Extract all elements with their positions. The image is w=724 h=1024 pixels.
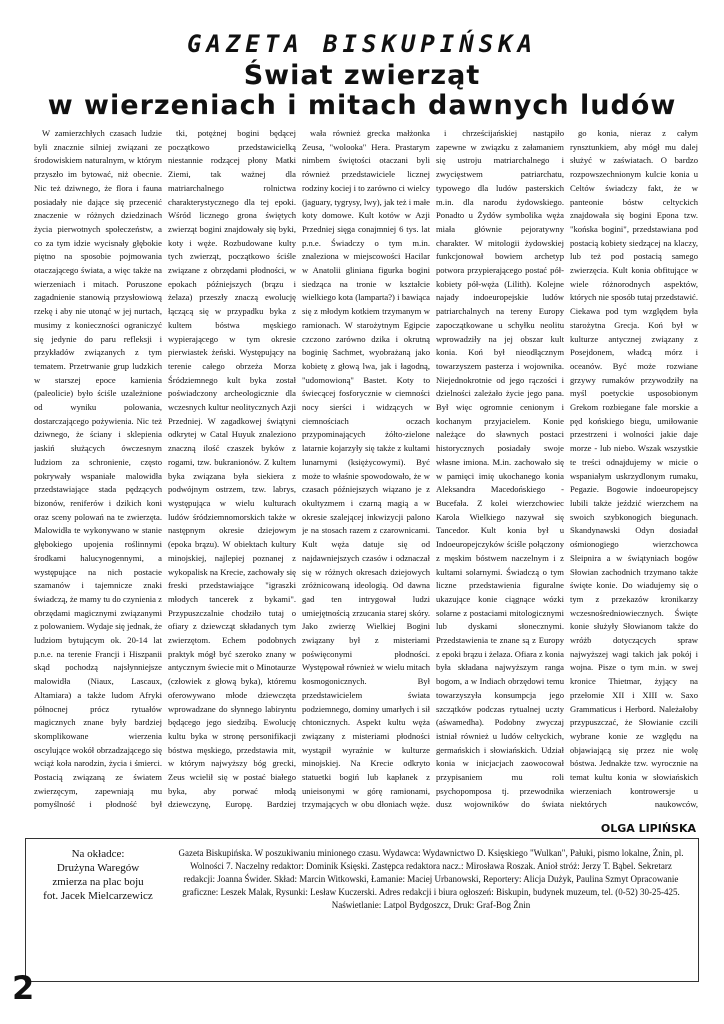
article-column-4	[436, 127, 564, 815]
column-text: tki, potężnej bogini będącej początkowo przedstawicielką niestannie rodzącej płony Matki Ziemi, tak ważnej dla matriarchalnego rolnictwa charakterystycznego dla tej epoki. Wśród licznego grona świętych zwierząt bogini znajdowały się byki, koty i węże. Rozbudowane kulty tych zwierząt, początkowo ściśle związane z obrzędami płodności, w epokach późniejszych (brązu i żelaza) przeszły znaczą ewolucję łączącą się w przypadku byka z kultem bóstwa męskiego wypierającego w tym okresie pierwiastek żeński. Występujący na terenie całego obrzeża Morza Śródziemnego kult byka został poświadczony archeologicznie dla wczesnych kultur neolitycznych Azji Przedniej. W zagadkowej świątyni odkrytej w Catal Huyuk znaleziono znaczną ilość czaszek byków z rogami, tzw. bukranionów. Z kultem byka związana była siekiera z podwójnym ostrzem, tzw. labrys, występująca w wielu kulturach ludów śródziemnomorskich także w następnym okresie dziejowym (epoka brązu). W obiektach kultury minojskiej, najlepiej poznanej z wykopalisk na Krecie, zachowały się freski przedstawiające "igraszki młodych tancerek z bykami". Przypuszczalnie chodziło tutaj o ofiary z dziewcząt składanych tym zwierzętom. Echem podobnych praktyk mógł być szeroko znany w antycznym świecie mit o Minotaurze (człowiek z głową byka), któremu oferowywano młode dziewczęta wprowadzane do słynnego labiryntu będącego jego siedzibą. Ewolucję kultu byka w stronę personifikacji bóstwa męskiego, przedstawia mit, w którym najwyższy bóg grecki, Zeus wcielił się w postać białego byka, aby porwać młodą dziewczynę, Europę. Bardziej	[168, 128, 296, 810]
column-text: wała również grecka małżonka Zeusa, "wolooka" Hera. Prastarym nimbem świętości otaczani byli również przedstawiciele licznej rodziny kociej i to zarówno ci wielcy (jaguary, tygrysy, lwy), jak też i małe koty domowe. Kult kotów w Azji Przedniej sięga conajmniej 6 tys. lat p.n.e. Świadczy o tym m.in. znaleziona w miejscowości Hacilar w Anatolii gliniana figurka bogini siedząca na tronie w kształcie wielkiego kota (lamparta?) i bawiąca się z młodym kotkiem trzymanym w ramionach. W starożytnym Egipcie czczono zarówno dzika i okrutną boginię Sachmet, wyobrażaną jako kobietę z głową lwa, jak i łagodną, "udomowioną" Bastet. Koty to świecącej fosforycznie w ciemności nocy sierści i widzących w ciemnościach oczach przypominających żółto-zielone latarnie kojarzyły się także z kultami lunarnymi (księżycowymi). Być może to właśnie spowodowało, że w czasach późniejszych wiązano je z okultyzmem i czarną magią a w okresie szalejącej inkwizycji palono je na stosach razem z czarownicami. Kult węża datuje się od najdawniejszych czasów i odznaczał się w różnych okresach dziejowych zróżnicowaną ideologią. Od dawna gad ten intrygował ludzi umiejętnością zrzucania starej skóry. Jako zwierzę Wielkiej Bogini związany był z misteriami poświęconymi płodności. Występował również w wielu mitach kosmogonicznych. Był przedstawicielem świata podziemnego, dominy umarłych i sił chtonicznych. Aspekt kultu węża związany z misteriami płodności wystąpił wyraźnie w kulturze minojskiej. Na Krecie odkryto statuetki bogiń lub kapłanek z unieisonymi w górę ramionami, trzymających w obu dłoniach węże.	[302, 128, 430, 810]
column-text: i chrześcijańskiej nastąpiło zapewne w związku z załamaniem się ustroju matriarchalnego i zwycięstwem patriarchatu, typowego dla ludów pasterskich m.in. dla narodu żydowskiego. Ponadto u Żydów symbolika węża miała głównie pejoratywny charakter. W mitologii żydowskiej funkcjonował bowiem archetyp potwora przypierającego postać pół-kobiety pół-węża (Lilith). Kolejne najady indoeuropejskie ludów patriarchalnych na tereny Europy zapoczątkowane u schyłku neolitu wprowadziły na jej obszar kult konia. Koń był nieodłącznym towarzyszem pasterza i wojownika. Niejednokrotnie od jego rączości i dzielności zależało życie jego pana. Był więc ogromnie cenionym i kochanym przyjacielem. Konie należące do sławnych postaci historycznych posiadały swoje własne imiona. M.in. zachowało się w pamięci imię ukochanego konia Aleksandra Macedońskiego - Bucefała. Z kolei wierzchowiec Karola Wielkiego nazywał się Tancedor. Kult konia był u Indoeuropejczyków ściśle połączony z męskim bóstwem naczelnym i z kultami solarnymi. Świadczą o tym liczne przedstawienia figuralne ukazujące konie ciągnące wózki solarne z postaciami mitologicznymi lub dyskami słonecznymi. Przedstawienia te znane są z Europy z epoki brązu i żelaza. Ofiara z konia była składana najwyższym ranga bogom, a w Indiach obrzędowi temu towarzyszyła konsumpcja jego szczątków podczas rytualnej uczty (aśwamedha). Podobny zwyczaj istniał również u ludów celtyckich, germańskich i słowiańskich. Udział konia w inicjacjach zaowocował przypisaniem mu roli psychopomposa tj. przewodnika dusz wojowników do świata	[436, 128, 564, 810]
cover-note-line: fot. Jacek Mielcarzewicz	[43, 890, 153, 902]
column-text: W zamierzchłych czasach ludzie byli znacznie silniej związani ze środowiskiem naturalnym, w którym przyszło im bytować, niż obecnie. Nic też dziwnego, że flora i fauna posiadały nie dające się przecenić znaczenie w różnych dziedzinach życia pierwotnych społeczeństw, a co za tym idzie wycisnały głębokie piętno na sposobie pojmowania otaczającego świata, a więc także na wierzeniach i mitach. Poruszone zagadnienie stanowią przysłowiową rzekę i aby nie utonąć w jej nurtach, musimy z konieczności ograniczyć się jedynie do paru refleksji i przykładów związanych z tym tematem. Przetrwanie grup ludzkich w starszej epoce kamienia (paleolicie) było ściśle uzależnione od wyniku polowania, dostarczającego pożywienia. Nic też dziwnego, że ściany i sklepienia jaskiń służących ówczesnym ludziom za schronienie, często pokrywały wspaniałe malowidła przedstawiające stada pędzących bizonów, reniferów i dzikich koni oraz sceny polowań na te zwierzęta. Malowidła te wykonywano w stanie głębokiego upojenia roślinnymi środkami halucynogennymi, a występujące na nich postacie szamanów i tajemnicze znaki świadczą, że mamy tu do czynienia z obrzędami magicznymi związanymi z polowaniem. Wydaje się jednak, że ludziom bytującym ok. 20-14 lat p.n.e. na terenie Francji i Hiszpanii skąd pochodzą najsłynniejsze malowidła (Niaux, Lascaux, Altamiara) a także ludom Afryki północnej prócz rytuałów magicznych znane były bardziej skomplikowane wierzenia oscylujące wokół obrzadzającego się wciąż koła narodzin, życia i śmierci. Postacią związaną ze światem zwierzęcym, zapewniają mu pomyślność i płodność był	[34, 128, 162, 810]
cover-note	[34, 847, 162, 903]
article-column-1	[34, 127, 162, 815]
column-text: go konia, nieraz z całym rynsztunkiem, aby mógł mu dalej służyć w zaświatach. O bardzo rozpowszechnionym kulcie konia u Celtów świadczy fakt, że w panteonie bóstw celtyckich znajdowała się bogini Epona tzw. "końska bogini", przedstawiana pod postacią kobiety siedzącej na klaczy, lub też pod postacią samego zwierzęcia. Kult konia obfitujące w wiele różnorodnych aspektów, których nie sposób tutaj przedstawić. Ciekawa pod tym względem była starożytna Grecja. Koń był w kulturze antycznej związany z Posejdonem, władcą mórz i oceanów. Być może rozwiane grzywy rumaków przywodziły na myśl poetyckie usposobionym Grekom rozbiegane fale morskie a pęd końskiego biegu, umiłowanie przestrzeni i wolności jakie daje morze - lub niebo. Wszak wszystkie te treści odnajdujemy w micie o wspaniałym uskrzydlonym rumaku, Pegazie. Bogowie indoeuropejscy lubili także jeździć wierzchem na swoich szybkonogich biegunach. Skandynawski Odyn dosiadał ośmionogiego wierzchowca Sleipnira a w świątyniach bogów Słowian zachodnich trzymano także święte konie. Do wiadujemy się o tym z przekazów kronikarzy wczesnośredniowiecznych. Święte konie służyły Słowianom także do wróżb dotyczących spraw najwyższej wagi takich jak pokój i wojna. Pisze o tym m.in. w swej kronice Thietmar, żyjący na przełomie XII i XIII w. Saxo Grammaticus i Herbord. Należałoby przypuszczać, że Słowianie czcili wybrane konie ze względu na objawiającą się przez nie wolę bóstwa. Jednakże tzw. wyrocznie na temat kultu konia w słowiańskich wierzeniach kontrowersje u niektórych naukowców,	[570, 128, 698, 810]
article-title-line2: w wierzeniach i mitach dawnych ludów	[47, 90, 677, 121]
footer-box	[25, 838, 699, 982]
article-columns	[34, 127, 698, 815]
imprint-text: Gazeta Biskupińska. W poszukiwaniu minionego czasu. Wydawca: Wydawnictwo D. Księskiego "Wulkan", Pałuki, pismo lokalne, Żnin, pl. Wolności 7. Naczelny redaktor: Dominik Księski. Zastępca redaktora nacz.: Mirosława Roszak. Anioł stróż: Jerzy T. Bąbel. Sekretarz redakcji: Joanna Świder. Skład: Marcin Witkowski, Łamanie: Maciej Urbanowski, Reportery: Alicja Dużyk, Paulina Szmyt Opracowanie graficzne: Leszek Malak, Rysunki: Lesław Kuczerski. Adres redakcji i biura ogłoszeń: Biskupin, budynek muzeum, tel. (0-52) 30-25-425. Naświetlanie: Latpol Bydgoszcz, Druk: Graf-Bog Żnin	[178, 848, 684, 910]
cover-note-line: Drużyna Waregów	[56, 862, 140, 874]
masthead: GAZETA BISKUPIŃSKA	[186, 30, 538, 58]
article-column-5	[570, 127, 698, 815]
cover-note-line: Na okładce:	[71, 848, 125, 860]
article-title-line1: Świat zwierząt	[243, 60, 481, 91]
article-column-3	[302, 127, 430, 815]
article-column-2	[168, 127, 296, 815]
cover-note-line: zmierza na plac boju	[52, 876, 144, 888]
author-signature: OLGA LIPIŃSKA	[600, 822, 696, 835]
page-number: 2	[12, 969, 35, 1007]
